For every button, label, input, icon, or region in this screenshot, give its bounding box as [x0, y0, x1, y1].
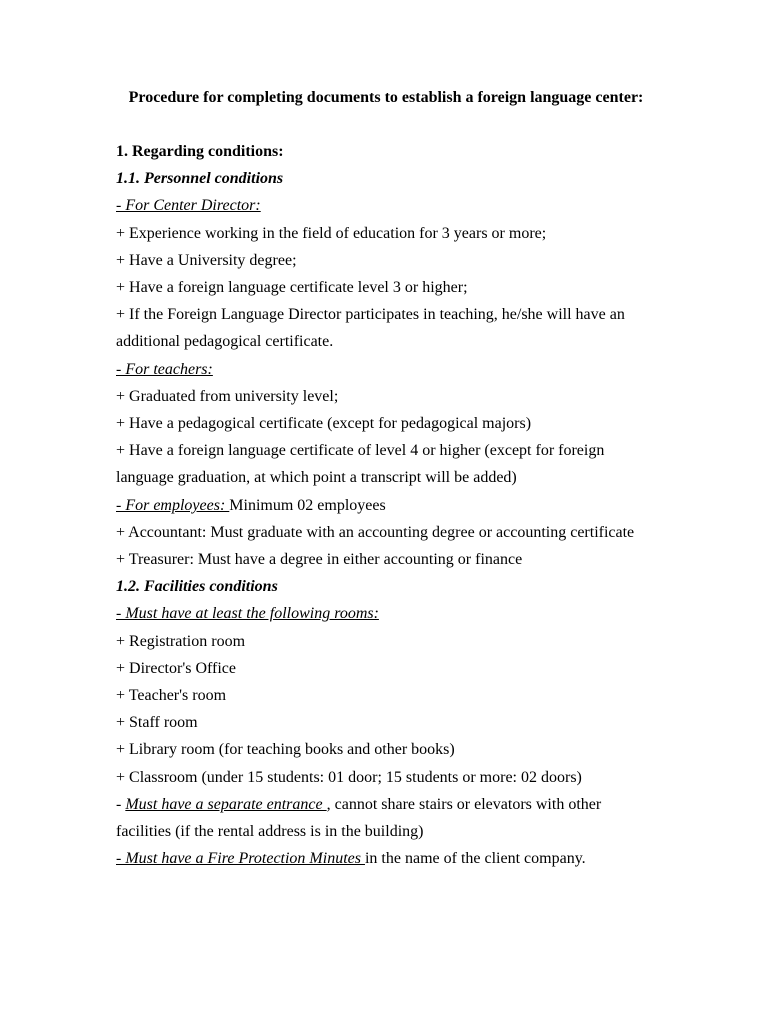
- employees-heading: - For employees:: [116, 496, 230, 514]
- rooms-heading: - Must have at least the following rooms:: [116, 605, 379, 623]
- teachers-heading-line: [116, 356, 656, 383]
- room-item: + Classroom (under 15 students: 01 door; 15 students or more: 02 doors): [116, 768, 582, 786]
- director-item: + Have a University degree;: [116, 251, 297, 269]
- room-item: + Director's Office: [116, 659, 237, 677]
- rooms-heading-line: [116, 600, 656, 627]
- document-title: Procedure for completing documents to establish a foreign language center:: [128, 89, 644, 106]
- teacher-item: + Have a foreign language certificate of level 4 or higher (except for foreign language graduation, at which point a transcript will be added): [116, 442, 605, 487]
- entrance-text: , cannot share stairs or elevators with other facilities (if the rental address is in the building): [116, 795, 602, 841]
- fire-text: in the name of the client company.: [364, 850, 586, 868]
- subsection-heading-personnel: 1.1. Personnel conditions: [116, 170, 284, 188]
- document-page: [116, 84, 656, 872]
- teachers-heading: - For teachers:: [116, 360, 213, 378]
- room-item: + Library room (for teaching books and other books): [116, 741, 455, 759]
- director-heading: - For Center Director:: [116, 197, 261, 215]
- fire-heading: - Must have a Fire Protection Minutes: [116, 850, 365, 868]
- subsection-heading-facilities: 1.2. Facilities conditions: [116, 578, 278, 596]
- teacher-item: + Graduated from university level;: [116, 387, 339, 405]
- entrance-line: [116, 791, 656, 845]
- employees-line: [116, 492, 656, 519]
- entrance-heading: Must have a separate entrance: [125, 795, 327, 813]
- director-item: + If the Foreign Language Director participates in teaching, he/she will have an additional pedagogical certificate.: [116, 306, 625, 351]
- director-item: + Experience working in the field of education for 3 years or more;: [116, 224, 547, 242]
- section-heading-conditions: 1. Regarding conditions:: [116, 143, 284, 160]
- room-item: + Staff room: [116, 714, 198, 732]
- teacher-item: + Have a pedagogical certificate (except for pedagogical majors): [116, 415, 532, 433]
- entrance-prefix: -: [116, 795, 126, 813]
- fire-line: [116, 845, 656, 872]
- director-heading-line: [116, 192, 656, 219]
- room-item: + Registration room: [116, 632, 246, 650]
- director-item: + Have a foreign language certificate level 3 or higher;: [116, 279, 468, 297]
- employee-item: + Accountant: Must graduate with an accounting degree or accounting certificate: [116, 523, 635, 541]
- employee-item: + Treasurer: Must have a degree in either accounting or finance: [116, 551, 523, 569]
- employees-note: Minimum 02 employees: [229, 496, 386, 514]
- room-item: + Teacher's room: [116, 687, 227, 705]
